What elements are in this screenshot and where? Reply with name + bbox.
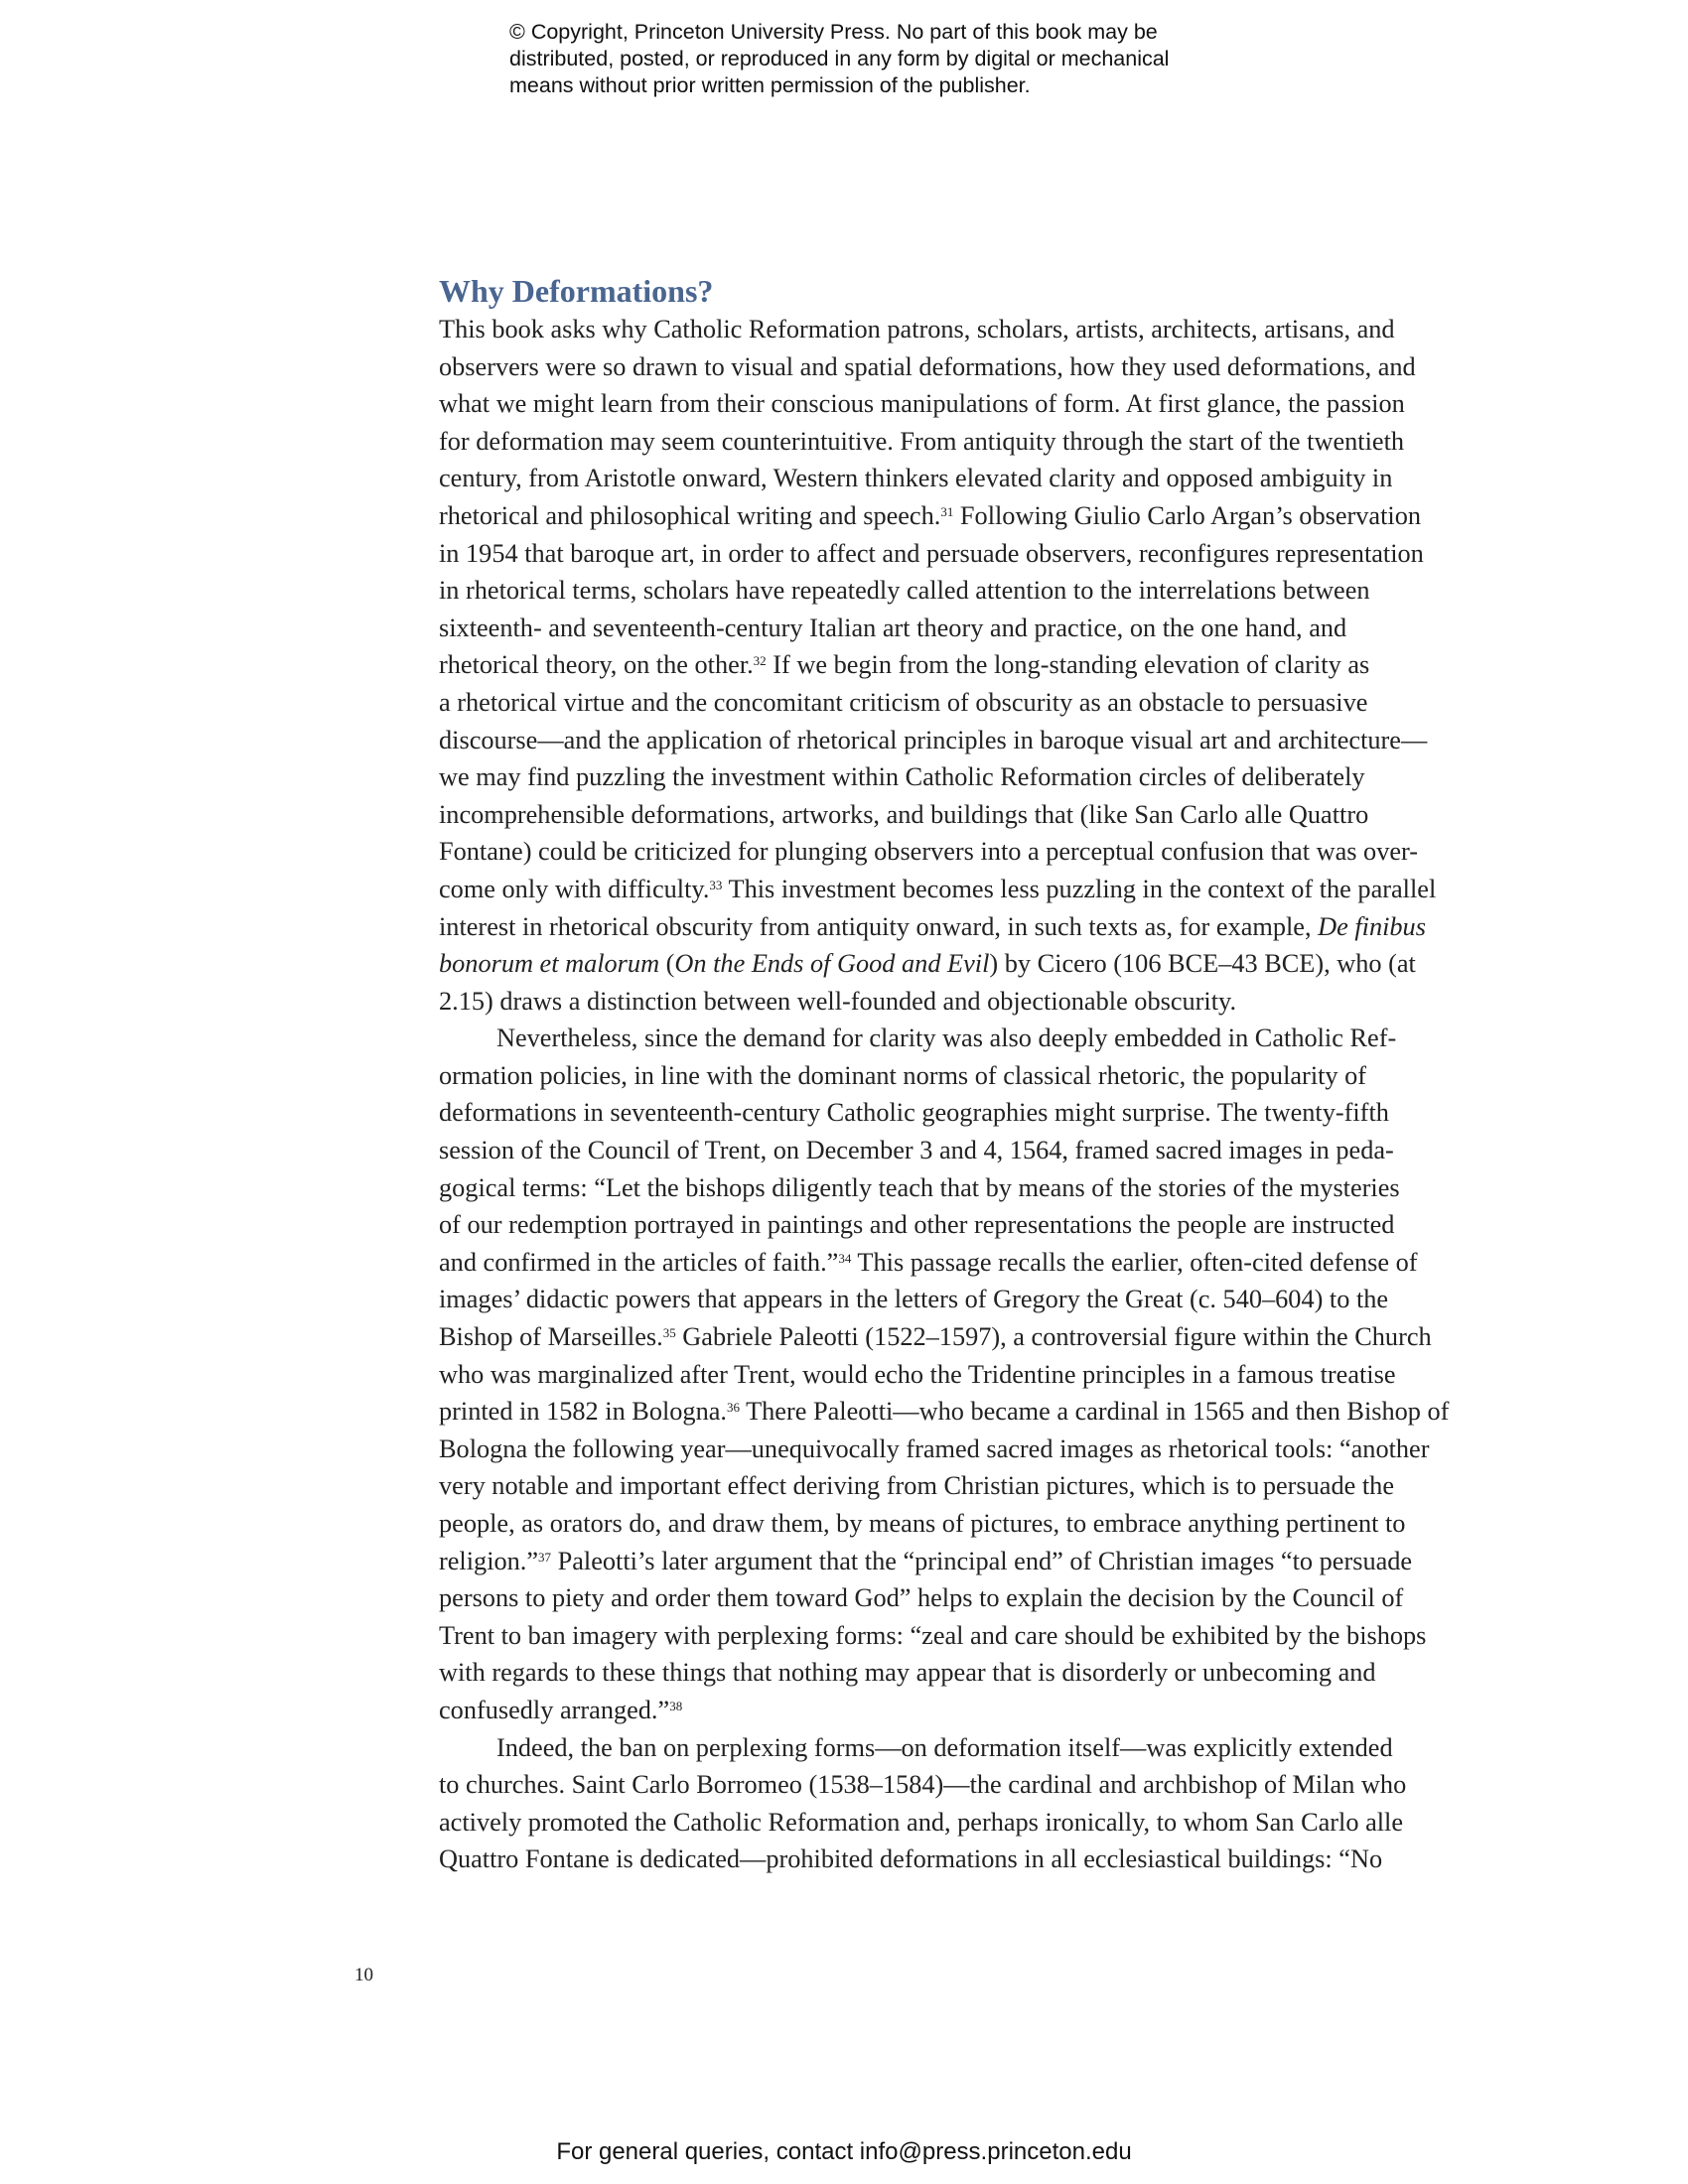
line-text: what we might learn from their conscious manipulations of form. At first glance, the passion — [439, 389, 1405, 419]
text-line — [439, 1579, 1491, 1617]
line-text: we may find puzzling the investment within Catholic Reformation circles of deliberately — [439, 762, 1365, 792]
text-line — [439, 1543, 1491, 1580]
line-text: who was marginalized after Trent, would echo the Tridentine principles in a famous treatise — [439, 1359, 1396, 1389]
text-line — [439, 423, 1491, 461]
line-text: ormation policies, in line with the dominant norms of classical rhetoric, the popularity of — [439, 1060, 1367, 1090]
text-line — [439, 758, 1491, 796]
footer-contact: For general queries, contact info@press.princeton.edu — [556, 2138, 1132, 2165]
copyright-line: means without prior written permission of the publisher. — [509, 73, 1031, 97]
line-text: interest in rhetorical obscurity from antiquity onward, in such texts as, for example, — [439, 911, 1319, 941]
text-line — [439, 311, 1491, 348]
footnote-marker: 38 — [669, 1698, 683, 1713]
line-text: There Paleotti—who became a cardinal in 1565 and then Bishop of — [739, 1397, 1450, 1427]
text-line — [439, 610, 1491, 647]
text-line — [439, 1281, 1491, 1318]
line-text: ( — [659, 949, 675, 979]
text-line — [439, 497, 1491, 535]
line-text: session of the Council of Trent, on December 3 and 4, 1564, framed sacred images in peda- — [439, 1136, 1394, 1165]
footnote-marker: 37 — [538, 1549, 552, 1565]
text-line — [439, 1244, 1491, 1282]
text-line — [439, 1617, 1491, 1655]
footnote-marker: 32 — [753, 653, 767, 669]
text-line — [439, 796, 1491, 834]
text-line — [439, 1841, 1491, 1878]
line-text: Fontane) could be criticized for plunging observers into a perceptual confusion that was over- — [439, 837, 1419, 867]
line-text: rhetorical theory, on the other. — [439, 650, 754, 680]
copyright-notice — [509, 19, 1224, 99]
line-text: Gabriele Paleotti (1522–1597), a controversial figure within the Church — [675, 1322, 1432, 1352]
line-text: Paleotti’s later argument that the “principal end” of Christian images “to persuade — [551, 1546, 1413, 1575]
text-line — [439, 646, 1491, 684]
line-text: and confirmed in the articles of faith.” — [439, 1247, 839, 1277]
line-text: This investment becomes less puzzling in the context of the parallel — [722, 874, 1437, 903]
line-text: religion.” — [439, 1546, 539, 1575]
body-text — [439, 311, 1491, 1878]
line-text: 2.15) draws a distinction between well-founded and objectionable obscurity. — [439, 986, 1237, 1016]
text-line — [439, 1654, 1491, 1692]
line-text: sixteenth- and seventeenth-century Italian art theory and practice, on the one hand, and — [439, 613, 1347, 642]
footnote-marker: 31 — [940, 503, 954, 519]
text-line — [439, 1766, 1491, 1804]
text-line — [439, 722, 1491, 759]
line-text: with regards to these things that nothing may appear that is disorderly or unbecoming and — [439, 1658, 1376, 1688]
line-text: rhetorical and philosophical writing and speech. — [439, 500, 941, 530]
line-text: printed in 1582 in Bologna. — [439, 1397, 727, 1427]
footnote-marker: 34 — [838, 1250, 852, 1266]
line-text: to churches. Saint Carlo Borromeo (1538–1584)—the cardinal and archbishop of Milan who — [439, 1770, 1407, 1800]
text-line — [439, 908, 1491, 946]
text-line — [439, 871, 1491, 908]
line-text: If we begin from the long-standing elevation of clarity as — [766, 650, 1370, 680]
line-text: images’ didactic powers that appears in the letters of Gregory the Great (c. 540–604) to the — [439, 1285, 1389, 1314]
line-text: persons to piety and order them toward God” helps to explain the decision by the Council of — [439, 1583, 1404, 1613]
text-line — [439, 1467, 1491, 1505]
text-line — [439, 1020, 1491, 1057]
text-line — [439, 1393, 1491, 1431]
text-line — [439, 684, 1491, 722]
copyright-line: distributed, posted, or reproduced in any form by digital or mechanical — [509, 47, 1170, 70]
text-line — [439, 1431, 1491, 1468]
line-text: Bishop of Marseilles. — [439, 1322, 663, 1352]
text-line — [439, 833, 1491, 871]
line-text: come only with difficulty. — [439, 874, 710, 903]
line-text: This passage recalls the earlier, often-cited defense of — [851, 1247, 1418, 1277]
line-text: incomprehensible deformations, artworks, and buildings that (like San Carlo alle Quattro — [439, 799, 1369, 829]
section-heading: Why Deformations? — [439, 273, 714, 309]
text-line — [439, 983, 1491, 1021]
line-text: discourse—and the application of rhetorical principles in baroque visual art and architecture— — [439, 725, 1428, 754]
line-text: observers were so drawn to visual and spatial deformations, how they used deformations, and — [439, 351, 1416, 381]
text-line — [439, 1132, 1491, 1169]
line-text: This book asks why Catholic Reformation patrons, scholars, artists, architects, artisans, and — [439, 315, 1395, 343]
text-line — [439, 1206, 1491, 1244]
line-text: very notable and important effect deriving from Christian pictures, which is to persuade the — [439, 1471, 1394, 1501]
line-text: in rhetorical terms, scholars have repeatedly called attention to the interrelations between — [439, 576, 1370, 606]
line-text: actively promoted the Catholic Reformation and, perhaps ironically, to whom San Carlo alle — [439, 1807, 1404, 1837]
text-line — [439, 945, 1491, 983]
line-text: Indeed, the ban on perplexing forms—on deformation itself—was explicitly extended — [496, 1732, 1393, 1762]
footnote-marker: 35 — [662, 1325, 676, 1341]
line-text: Nevertheless, since the demand for clarity was also deeply embedded in Catholic Ref- — [496, 1024, 1397, 1053]
line-text: gogical terms: “Let the bishops diligently teach that by means of the stories of the mysteries — [439, 1172, 1400, 1202]
footnote-marker: 33 — [709, 877, 723, 892]
italic-title: De finibus — [1318, 911, 1426, 941]
text-line — [439, 1356, 1491, 1394]
line-text: Bologna the following year—unequivocally framed sacred images as rhetorical tools: “another — [439, 1433, 1430, 1463]
line-text: ) by Cicero (106 BCE–43 BCE), who (at — [989, 949, 1416, 979]
text-line — [439, 1169, 1491, 1207]
text-line — [439, 1804, 1491, 1842]
text-line — [439, 1692, 1491, 1729]
line-text: people, as orators do, and draw them, by means of pictures, to embrace anything pertinent to — [439, 1509, 1406, 1538]
line-text: of our redemption portrayed in paintings and other representations the people are instructed — [439, 1210, 1395, 1240]
line-text: for deformation may seem counterintuitive. From antiquity through the start of the twentieth — [439, 426, 1405, 456]
italic-title: On the Ends of Good and Evil — [674, 949, 990, 979]
line-text: Trent to ban imagery with perplexing forms: “zeal and care should be exhibited by the bishops — [439, 1620, 1427, 1650]
line-text: a rhetorical virtue and the concomitant criticism of obscurity as an obstacle to persuasive — [439, 687, 1368, 717]
text-line — [439, 1057, 1491, 1095]
copyright-line: © Copyright, Princeton University Press. No part of this book may be — [509, 20, 1158, 44]
line-text: confusedly arranged.” — [439, 1695, 670, 1724]
text-line — [439, 460, 1491, 497]
text-line — [439, 385, 1491, 423]
text-line — [439, 348, 1491, 386]
italic-title: bonorum et malorum — [439, 949, 660, 979]
text-line — [439, 1505, 1491, 1543]
footnote-marker: 36 — [726, 1400, 740, 1416]
line-text: Following Giulio Carlo Argan’s observation — [953, 500, 1421, 530]
text-line — [439, 572, 1491, 610]
text-line — [439, 1094, 1491, 1132]
line-text: in 1954 that baroque art, in order to affect and persuade observers, reconfigures representation — [439, 538, 1424, 568]
text-line — [439, 1729, 1491, 1767]
line-text: century, from Aristotle onward, Western thinkers elevated clarity and opposed ambiguity in — [439, 464, 1393, 493]
line-text: deformations in seventeenth-century Catholic geographies might surprise. The twenty-fifth — [439, 1098, 1389, 1128]
text-line — [439, 1318, 1491, 1356]
line-text: Quattro Fontane is dedicated—prohibited deformations in all ecclesiastical buildings: “No — [439, 1844, 1383, 1874]
page-number: 10 — [354, 1965, 373, 1985]
text-line — [439, 535, 1491, 573]
